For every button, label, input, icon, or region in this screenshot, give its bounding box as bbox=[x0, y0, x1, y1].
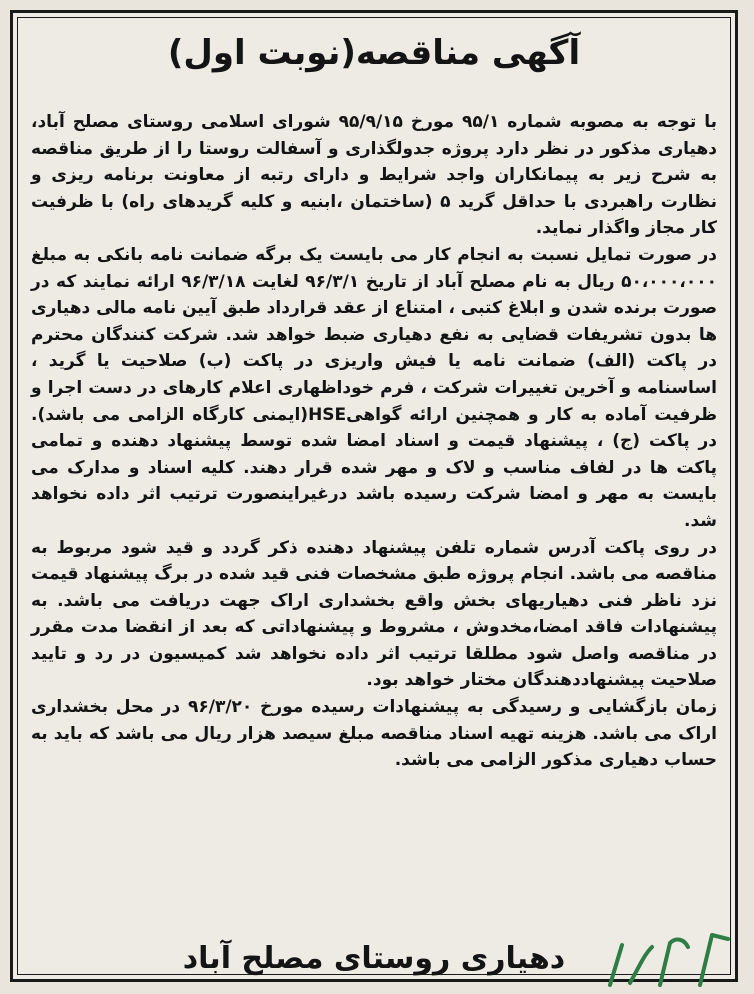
handwritten-mark-icon bbox=[600, 915, 740, 990]
notice-title: آگهی مناقصه(نوبت اول) bbox=[167, 33, 581, 73]
paragraph-guarantee: در صورت تمایل نسبت به انجام کار می بایست یک برگه ضمانت نامه بانکی به مبلغ ۵۰،۰۰۰،۰۰۰ ریال به نام مصلح آباد از تاریخ ۹۶/۳/۱ لغایت ۹۶/۳/۱۸ ارائه نمایند که در صورت برنده شدن و ابلاغ کتبی ، امتناع از عقد قرارداد طبق آیین نامه مالی دهیاری ها بدون تشریفات قضایی به نفع دهیاری ضبط خواهد شد. شرکت کنندگان محترم در پاکت (الف) ضمانت نامه یا فیش واریزی در پاکت (ب) صلاحیت یا گرید ، اساسنامه و آخرین تغییرات شرکت ، فرم خوداظهاری اعلام کارهای در دست اجرا و ظرفیت آماده به کار و همچنین ارائه گواهیHSE(ایمنی کارگاه الزامی می باشد). در پاکت (ج) ، پیشنهاد قیمت و اسناد امضا شده توسط پیشنهاد دهنده و تمامی پاکت ها در لفاف مناسب و لاک و مهر شده قرار دهند. کلیه اسناد و مدارک می بایست به مهر و امضا شرکت رسیده باشد درغیراینصورت ترتیب اثر داده نخواهد شد. bbox=[31, 244, 717, 531]
paragraph-opening: زمان بازگشایی و رسیدگی به پیشنهادات رسیده مورخ ۹۶/۳/۲۰ در محل بخشداری اراک می باشد. هزینه تهیه اسناد مناقصه مبلغ سیصد هزار ریال می باشد که باید به حساب دهیاری مذکور الزامی می باشد. bbox=[31, 697, 717, 771]
paragraph-intro: با توجه به مصوبه شماره ۹۵/۱ مورخ ۹۵/۹/۱۵ شورای اسلامی روستای مصلح آباد، دهیاری مذکور در نظر دارد پروژه جدولگذاری و آسفالت روستا را از طریق مناقصه به شرح زیر به پیمانکاران واجد شرایط و دارای رتبه از معاونت برنامه ریزی و نظارت راهبردی با حداقل گرید ۵ (ساختمان ،ابنیه و کلیه گریدهای راه) با ظرفیت کار مجاز واگذار نماید. bbox=[31, 112, 717, 239]
paragraph-envelope: در روی پاکت آدرس شماره تلفن پیشنهاد دهنده ذکر گردد و قید شود مربوط به مناقصه می باشد. انجام پروژه طبق مشخصات فنی قید شده در برگ پیشنهاد قیمت نزد ناظر فنی دهیاریهای بخش واقع بخشداری اراک جهت دریافت می باشد. به پیشنهادات فاقد امضا،مخدوش ، مشروط و پیشنهاداتی که بعد از انقضا مدت مقرر در مناقصه واصل شود مطلقا ترتیب اثر داده نخواهد شد کمیسیون در رد و تایید صلاحیت پیشنهاددهندگان مختار خواهد بود. bbox=[31, 537, 717, 691]
notice-body bbox=[31, 109, 717, 774]
notice-frame bbox=[10, 10, 738, 982]
issuer-signature: دهیاری روستای مصلح آباد bbox=[182, 941, 566, 976]
